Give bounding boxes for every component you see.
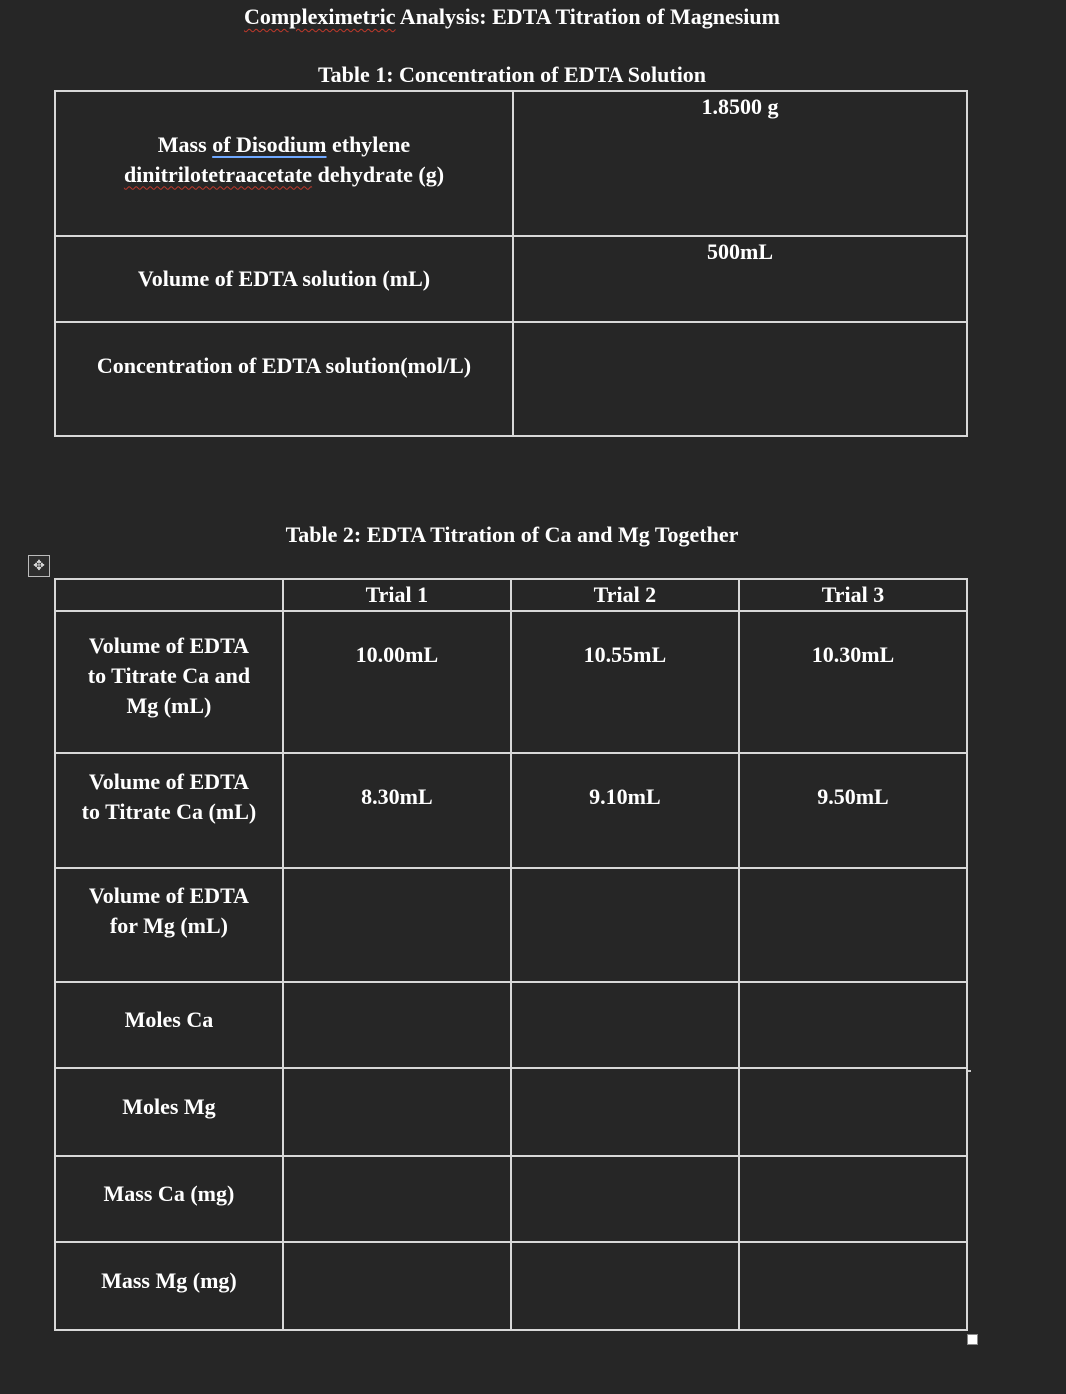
table2-row-vol-ca [55,753,967,868]
table2-cell[interactable] [511,1242,739,1330]
table2-label-mass-mg[interactable]: Mass Mg (mg) [55,1242,283,1330]
resize-handle-icon[interactable] [967,1334,978,1345]
table2-label-moles-ca[interactable]: Moles Ca [55,982,283,1068]
table1-value-mass[interactable]: 1.8500 g [513,91,967,236]
table2-cell[interactable]: 10.00mL [283,611,511,753]
table2-caption: Table 2: EDTA Titration of Ca and Mg Together [285,522,739,547]
table2-cell[interactable]: 10.55mL [511,611,739,753]
table2-cell[interactable] [283,1242,511,1330]
table2-cell[interactable] [511,868,739,982]
table1-row-concentration [55,322,967,436]
row-end-marker [968,1070,971,1072]
title-rest: Analysis: EDTA Titration of Magnesium [395,4,780,29]
table2-cell[interactable] [739,982,967,1068]
table2-row-moles-ca [55,982,967,1068]
table2-cell[interactable] [739,1156,967,1242]
table1-row-mass [55,91,967,236]
table2-cell[interactable] [739,1242,967,1330]
table2-titration [54,578,968,1331]
table2-cell[interactable]: 10.30mL [739,611,967,753]
table2-cell[interactable] [511,982,739,1068]
table2-row-vol-ca-mg [55,611,967,753]
table1-value-volume[interactable]: 500mL [513,236,967,322]
table2-row-mass-ca [55,1156,967,1242]
table2-cell[interactable] [283,1068,511,1156]
table2-cell[interactable] [283,1156,511,1242]
table1-edta-concentration [54,90,968,437]
table2-cell[interactable]: 9.10mL [511,753,739,868]
table1-row-volume [55,236,967,322]
table2-label-moles-mg[interactable]: Moles Mg [55,1068,283,1156]
move-arrows-icon[interactable]: ✥ [28,555,50,577]
table1-label-volume[interactable]: Volume of EDTA solution (mL) [55,236,513,322]
table2-cell[interactable] [511,1068,739,1156]
table1-label-concentration[interactable]: Concentration of EDTA solution(mol/L) [55,322,513,436]
document-title [0,4,1024,30]
table2-row-vol-mg [55,868,967,982]
table1-value-concentration[interactable] [513,322,967,436]
table2-header-trial2[interactable]: Trial 2 [511,579,739,611]
table2-label-vol-ca[interactable]: Volume of EDTA to Titrate Ca (mL) [55,753,283,868]
table2-cell[interactable] [283,982,511,1068]
table1-label-mass[interactable]: Mass of Disodium ethylene dinitrilotetraacetate dehydrate (g) [55,91,513,236]
table2-label-mass-ca[interactable]: Mass Ca (mg) [55,1156,283,1242]
table2-cell[interactable] [283,868,511,982]
table2-label-vol-mg[interactable]: Volume of EDTA for Mg (mL) [55,868,283,982]
table2-header-row [55,579,967,611]
table2-label-vol-ca-mg[interactable]: Volume of EDTA to Titrate Ca and Mg (mL) [55,611,283,753]
table2-cell[interactable] [739,1068,967,1156]
table2-cell[interactable]: 9.50mL [739,753,967,868]
title-misspelled-word: Compleximetric [244,4,396,29]
table2-cell[interactable] [511,1156,739,1242]
table2-row-moles-mg [55,1068,967,1156]
table2-header-trial1[interactable]: Trial 1 [283,579,511,611]
table2-header-trial3[interactable]: Trial 3 [739,579,967,611]
table2-header-blank[interactable] [55,579,283,611]
table2-row-mass-mg [55,1242,967,1330]
table2-cell[interactable]: 8.30mL [283,753,511,868]
table2-cell[interactable] [739,868,967,982]
table1-caption: Table 1: Concentration of EDTA Solution [317,62,707,87]
